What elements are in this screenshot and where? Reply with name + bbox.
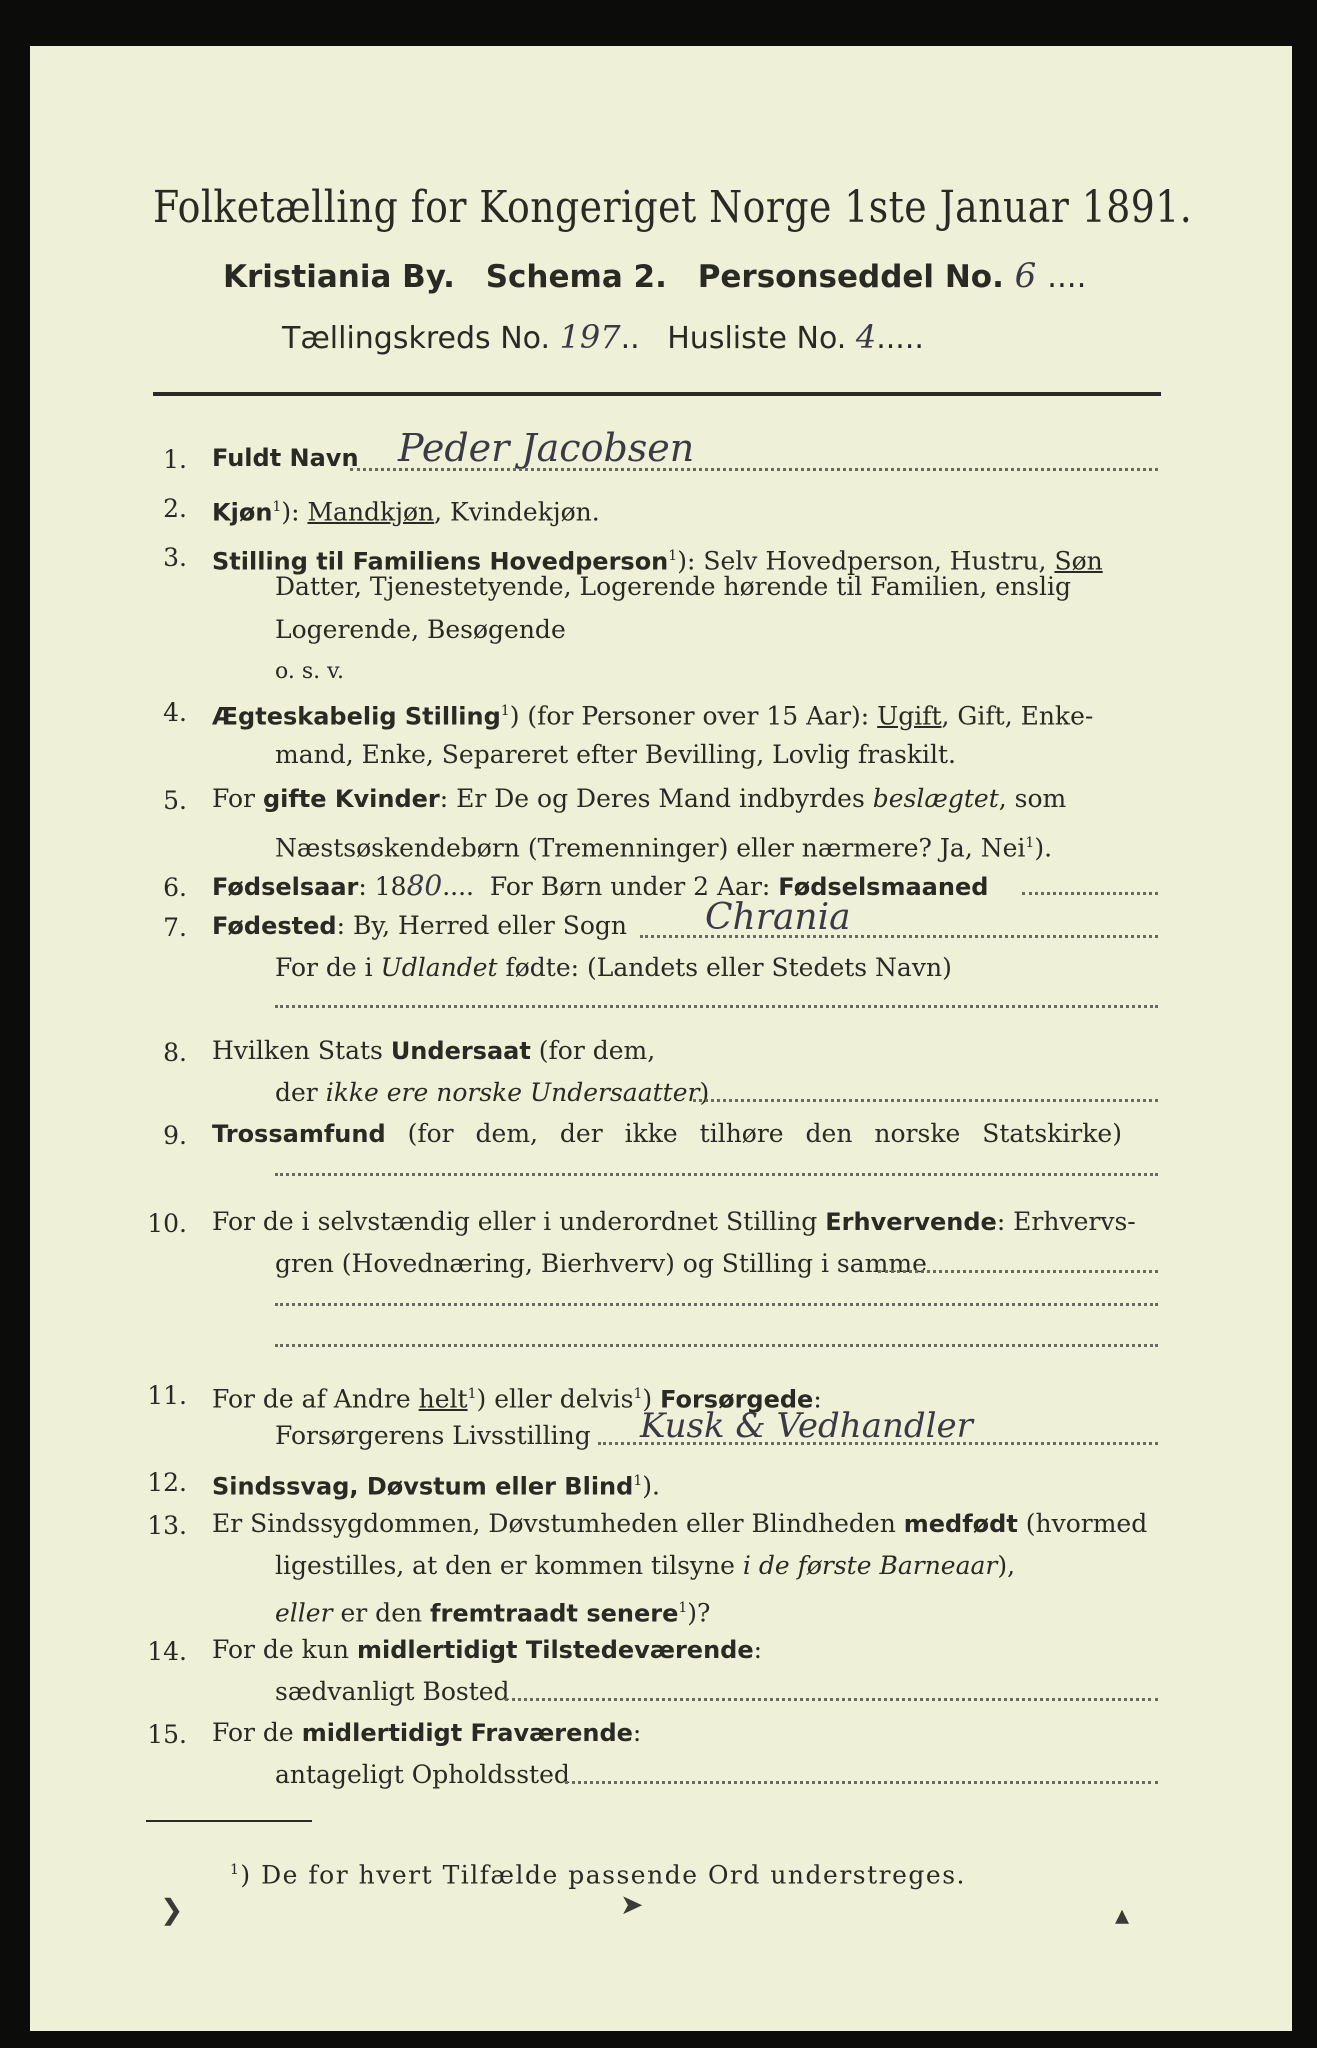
option-helt-underlined: helt (418, 1384, 468, 1414)
fill-line (505, 1698, 1158, 1701)
text: : (753, 1635, 763, 1664)
item-number: 13. (147, 1511, 187, 1540)
item-number: 1. (163, 445, 187, 474)
fill-line (598, 1442, 1158, 1445)
option-son-underlined: Søn (1054, 546, 1103, 576)
footnote-text: ) De for hvert Tilfælde passende Ord understreges. (240, 1860, 966, 1890)
text: ), (997, 1551, 1016, 1580)
personseddel-label: Personseddel No. (697, 259, 1004, 295)
provider-occupation-value: Kusk & Vedhandler (640, 1406, 973, 1446)
text: der (275, 1078, 326, 1107)
footnote (230, 1852, 966, 1893)
text: ). (1034, 833, 1053, 863)
text: )? (687, 1598, 711, 1628)
sex-option-female: , Kvindekjøn. (434, 497, 600, 527)
text: i de første Barneaar (742, 1551, 998, 1580)
item-number: 15. (147, 1720, 187, 1749)
text: mand, Enke, Separeret efter Bevilling, Lovlig fraskilt. (275, 740, 956, 769)
field-label: Fødselsaar (212, 873, 359, 901)
field-label: Stilling til Familiens Hovedperson (212, 547, 669, 576)
text: Forsørgerens Livsstilling (275, 1421, 591, 1450)
taellingskreds-number: 197 (559, 318, 621, 356)
personseddel-number: 6 (1014, 256, 1037, 296)
pen-mark: ❯ (160, 1893, 184, 1926)
schema-label: Schema 2. (485, 259, 667, 295)
field-married-women-line2 (275, 825, 1052, 866)
text: : 18 (358, 872, 407, 901)
field-label: Trossamfund (212, 1120, 386, 1148)
item-number: 4. (163, 698, 187, 727)
form-title: Folketælling for Kongeriget Norge 1ste Januar 1891. (153, 182, 1193, 233)
sex-option-male-underlined: Mandkjøn (307, 497, 435, 527)
taellingskreds-label: Tællingskreds No. (282, 321, 550, 356)
city-label: Kristiania By. (223, 259, 455, 295)
husliste-number: 4 (855, 318, 877, 356)
text: antageligt Opholdssted (275, 1760, 570, 1789)
footnote-ref: 1 (1025, 835, 1035, 851)
item-number: 2. (163, 494, 187, 523)
text: gren (Hovednæring, Bierhverv) og Stilling i samme (275, 1249, 927, 1278)
fill-line (1022, 892, 1158, 895)
fill-line (640, 935, 1158, 938)
field-sex (212, 489, 600, 530)
fill-line (275, 1303, 1158, 1306)
text: ligestilles, at den er kommen tilsyne (275, 1551, 743, 1580)
field-label: midlertidigt Tilstedeværende (356, 1636, 754, 1664)
fill-line (350, 468, 1158, 471)
text: ) (699, 1078, 710, 1107)
text: Er Sindssygdommen, Døvstumheden eller Blindheden (212, 1509, 904, 1538)
field-religion (212, 1116, 1122, 1152)
header-line-3: Tællingskreds No. 197.. Husliste No. 4..... (282, 318, 924, 356)
field-marital-status (212, 693, 1093, 734)
text: For de i selvstændig eller i underordnet Stilling (212, 1207, 826, 1236)
birthplace-value: Chrania (705, 897, 851, 938)
item-number: 9. (163, 1121, 187, 1150)
field-birth-year: Fødselsaar: 1880.... For Børn under 2 Aar: Fødselsmaaned (212, 869, 989, 902)
pen-mark: ▴ (1115, 1898, 1130, 1931)
fill-line (275, 1344, 1158, 1347)
fill-line (275, 1173, 1158, 1176)
footnote-ref: 1 (272, 499, 282, 515)
footnote-ref: 1 (500, 703, 510, 719)
field-disability-origin-line2 (275, 1548, 1015, 1584)
pen-mark: ➤ (620, 1888, 644, 1921)
fill-line (878, 1270, 1158, 1273)
text: ikke ere norske Undersaatter (325, 1078, 700, 1107)
text: For (212, 784, 263, 813)
field-occupation (212, 1204, 1136, 1240)
text: ): (281, 497, 308, 527)
item-number: 6. (163, 873, 187, 902)
footnote-ref: 1 (230, 1862, 241, 1878)
fill-line (693, 1099, 1158, 1102)
text: Datter, Tjenestetyende, Logerende hørende til Familien, enslig (275, 572, 1072, 601)
footnote-ref: 1 (678, 1600, 688, 1616)
field-disability (212, 1463, 660, 1504)
text: : (632, 1718, 642, 1747)
birth-year-value: 80 (406, 869, 443, 902)
text: (for dem, (530, 1036, 656, 1065)
item-number: 3. (163, 543, 187, 572)
footnote-divider (146, 1820, 312, 1822)
field-label: midlertidigt Fraværende (301, 1719, 633, 1747)
footnote-ref: 1 (633, 1473, 643, 1489)
text: : Er De og Deres Mand indbyrdes (439, 784, 873, 813)
text: ). (642, 1471, 660, 1501)
field-label: Kjøn (212, 498, 273, 527)
field-citizenship (212, 1033, 655, 1069)
full-name-value: Peder Jacobsen (398, 426, 695, 470)
fill-line (565, 1781, 1158, 1784)
field-label: Erhvervende (825, 1208, 997, 1236)
text: er den (332, 1598, 431, 1628)
text: Hvilken Stats (212, 1036, 391, 1065)
text: Udlandet (380, 953, 498, 982)
fill-line (275, 1005, 1158, 1008)
text: ) eller delvis (476, 1384, 634, 1414)
footnote-ref: 1 (467, 1386, 477, 1402)
item-number: 8. (163, 1038, 187, 1067)
option-ugift-underlined: Ugift (877, 701, 942, 731)
field-birthplace-abroad (275, 950, 952, 986)
field-label: Fuldt Navn (212, 444, 359, 472)
item-number: 5. (163, 786, 187, 815)
field-disability-origin-line3 (275, 1590, 710, 1631)
field-label: Fødselsmaaned (778, 873, 989, 901)
field-label: Forsørgede (660, 1385, 814, 1414)
field-label: fremtraadt senere (430, 1599, 679, 1628)
field-disability-origin (212, 1506, 1147, 1542)
text: : By, Herred eller Sogn (336, 911, 628, 940)
field-temporary-present (212, 1632, 762, 1668)
text: sædvanligt Bosted (275, 1677, 510, 1706)
text: For de (212, 1718, 302, 1747)
text: o. s. v. (275, 659, 344, 684)
text: Logerende, Besøgende (275, 615, 566, 644)
item-number: 14. (147, 1637, 187, 1666)
field-full-name (212, 440, 359, 476)
field-dependents: For de af Andre helt$^1$) eller delvis$^1$) Forsørgede: (212, 1384, 822, 1414)
header-divider (153, 392, 1161, 396)
footnote-ref: 1 (633, 1386, 643, 1402)
field-temporary-absent (212, 1715, 641, 1751)
field-label: Ægteskabelig Stilling (212, 702, 501, 731)
item-number: 7. (163, 913, 187, 942)
field-label: Undersaat (390, 1037, 531, 1065)
text: ): Selv Hovedperson, Hustru, (677, 546, 1055, 576)
field-label: gifte Kvinder (262, 785, 440, 813)
field-label: Fødested (212, 912, 337, 940)
item-number: 10. (147, 1209, 187, 1238)
text: For de i (275, 953, 381, 982)
text: For de kun (212, 1635, 357, 1664)
text: , som (998, 784, 1067, 813)
text: For de af Andre (212, 1384, 419, 1414)
field-citizenship-line2 (275, 1075, 709, 1111)
item-number: 11. (147, 1381, 187, 1410)
text: fødte: (Landets eller Stedets Navn) (497, 953, 952, 982)
text: For Børn under 2 Aar: (489, 872, 779, 901)
field-label: Sindssvag, Døvstum eller Blind (212, 1472, 634, 1501)
item-number: 12. (147, 1468, 187, 1497)
husliste-label: Husliste No. (667, 321, 847, 356)
field-birthplace (212, 908, 627, 944)
text: , Gift, Enke- (941, 701, 1094, 731)
text: beslægtet (872, 784, 999, 813)
text: : Erhvervs- (996, 1207, 1136, 1236)
text: (for dem, der ikke tilhøre den norske Statskirke) (385, 1119, 1122, 1148)
text: eller (275, 1598, 333, 1628)
text: ) (642, 1384, 661, 1414)
text: ) (for Personer over 15 Aar): (509, 701, 878, 731)
footnote-ref: 1 (668, 548, 678, 564)
header-line-2: Kristiania By. Schema 2. Personseddel No. 6 .... (223, 256, 1087, 296)
text: (hvormed (1017, 1509, 1148, 1538)
field-label: medfødt (903, 1510, 1018, 1538)
text: Næstsøskendebørn (Tremenninger) eller nærmere? Ja, Nei (275, 833, 1026, 863)
field-married-women (212, 781, 1066, 817)
